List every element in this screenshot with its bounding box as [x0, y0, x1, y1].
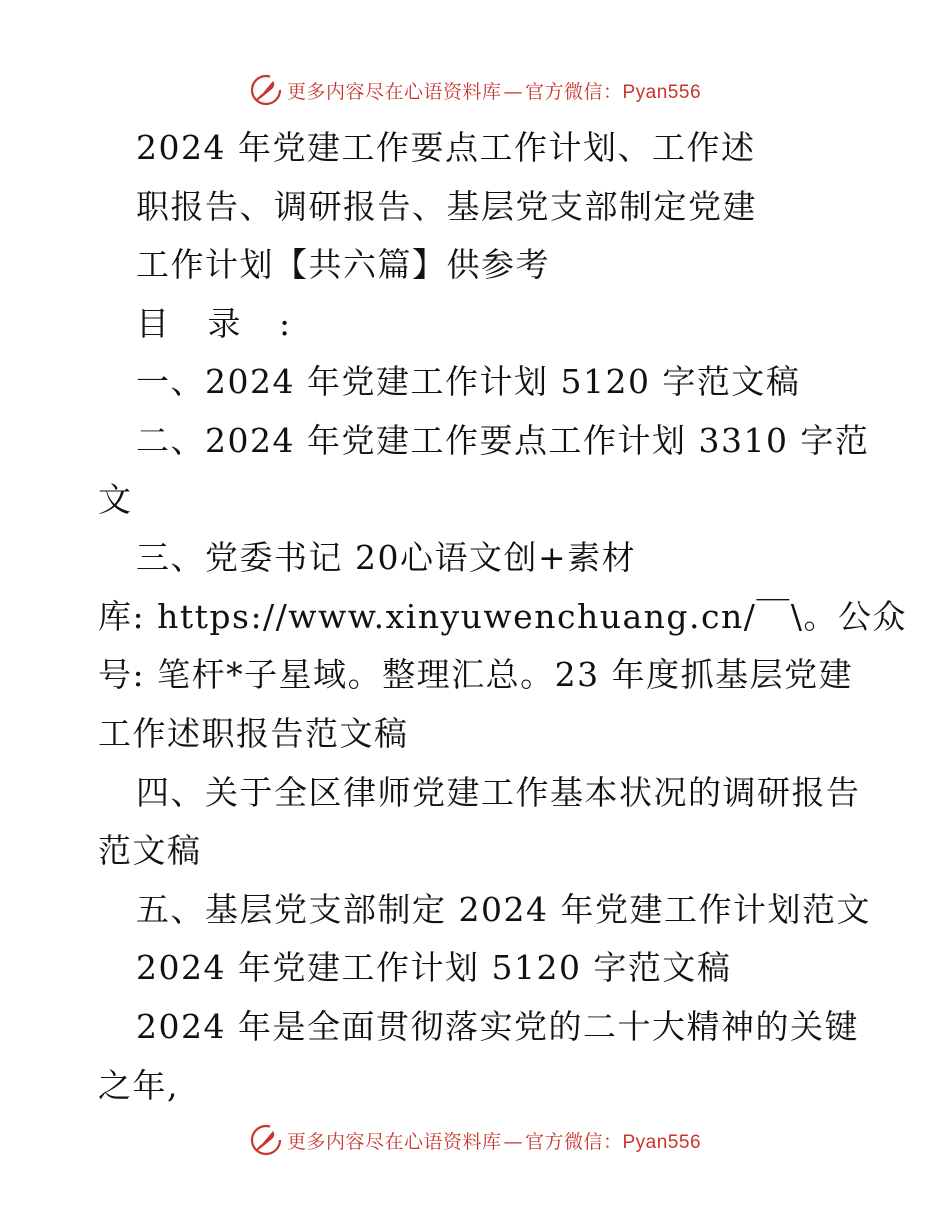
toc-item-continuation: 范文稿 — [98, 831, 202, 871]
toc-item: 一、2024 年党建工作计划 5120 字范文稿 — [136, 362, 801, 402]
toc-item-continuation: 工作述职报告范文稿 — [98, 713, 409, 753]
toc-item: 五、基层党支部制定 2024 年党建工作计划范文 — [136, 889, 871, 929]
document-body — [98, 119, 907, 1115]
toc-item-continuation: 号: 笔杆*子星域。整理汇总。23 年度抓基层党建 — [98, 655, 854, 695]
section-heading: 2024 年党建工作计划 5120 字范文稿 — [136, 948, 732, 988]
quill-pen-icon — [249, 73, 283, 107]
toc-item-continuation: 库: https://www.xinyuwenchuang.cn/￣\。公众 — [98, 596, 907, 636]
body-paragraph-line: 之年, — [98, 1065, 179, 1105]
footer-banner-text: 更多内容尽在心语资料库 — 官方微信：Pyan556 — [286, 1130, 702, 1153]
toc-item: 四、关于全区律师党建工作基本状况的调研报告 — [136, 772, 861, 812]
toc-item-continuation: 文 — [98, 479, 133, 519]
document-title-line: 职报告、调研报告、基层党支部制定党建 — [136, 186, 757, 226]
body-paragraph-line: 2024 年是全面贯彻落实党的二十大精神的关键 — [136, 1006, 859, 1046]
toc-item: 三、党委书记 20心语文创+素材 — [136, 538, 637, 578]
toc-item: 二、2024 年党建工作要点工作计划 3310 字范 — [136, 420, 870, 460]
document-title-line: 2024 年党建工作要点工作计划、工作述 — [136, 128, 756, 167]
header-banner-text: 更多内容尽在心语资料库 — 官方微信：Pyan556 — [286, 80, 702, 103]
toc-heading: 目 录 : — [136, 303, 305, 343]
document-title-line: 工作计划【共六篇】供参考 — [136, 245, 550, 285]
header-banner[interactable] — [0, 70, 950, 110]
quill-pen-icon — [249, 1123, 283, 1157]
footer-banner[interactable] — [0, 1120, 950, 1160]
